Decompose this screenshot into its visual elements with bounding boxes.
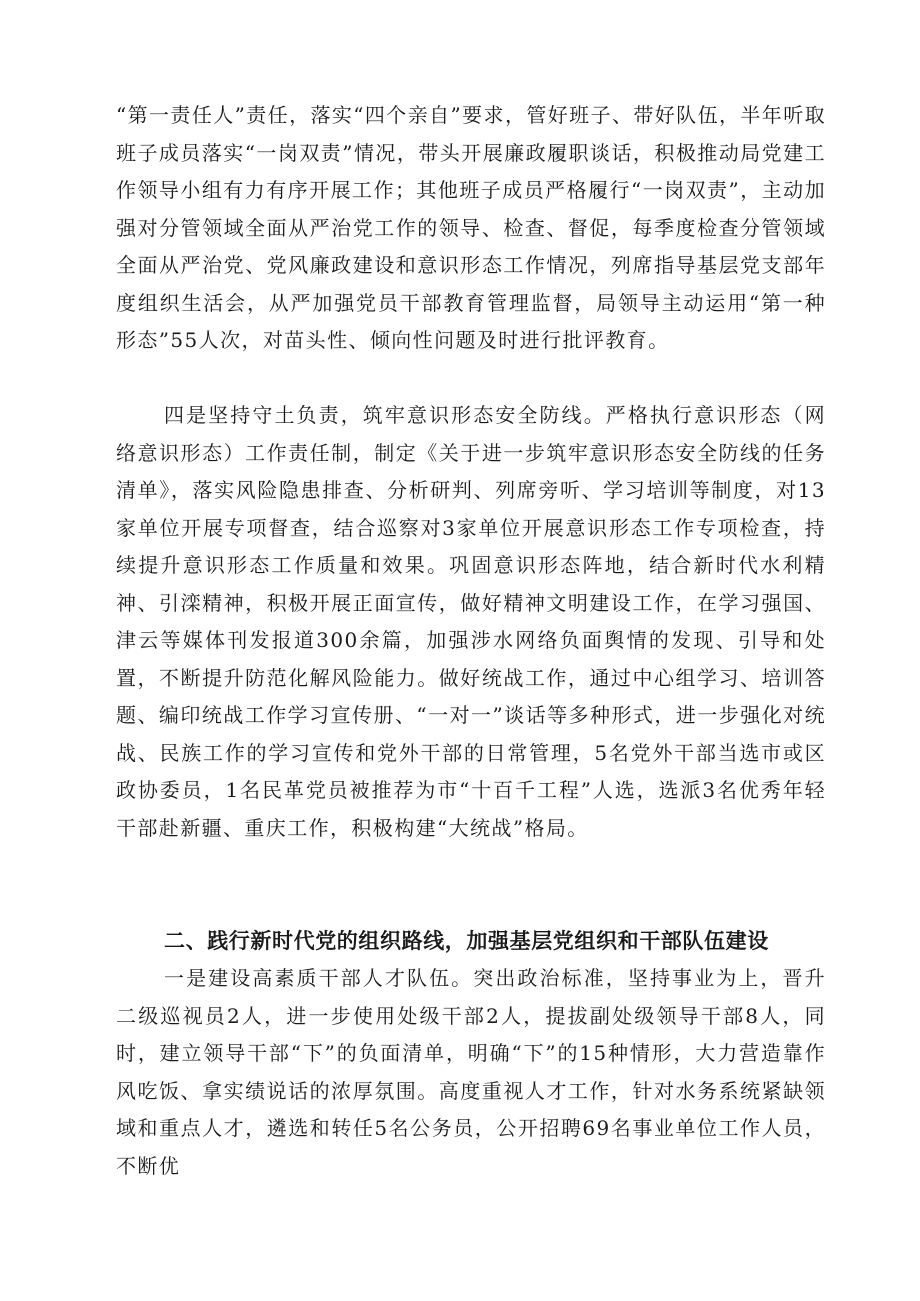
paragraph-cadre-team: 一是建设高素质干部人才队伍。突出政治标准，坚持事业为上，晋升二级巡视员2人，进一步使用处级干部2人，提拔副处级领导干部8人，同时，建立领导干部“下”的负面清单，明确“下”的15种情形，大力营造靠作风吃饭、拿实绩说话的浓厚氛围。高度重视人才工作，针对水务系统紧缺领域和重点人才，遴选和转任5名公务员，公开招聘69名事业单位工作人员，不断优 xyxy=(116,966,826,1178)
section-heading: 二、践行新时代党的组织路线，加强基层党组织和干部队伍建设 xyxy=(164,929,769,953)
paragraph-ideology-security: 四是坚持守土负责，筑牢意识形态安全防线。严格执行意识形态（网络意识形态）工作责任制，制定《关于进一步筑牢意识形态安全防线的任务清单》，落实风险隐患排查、分析研判、列席旁听、学习培训等制度，对13家单位开展专项督查，结合巡察对3家单位开展意识形态工作专项检查，持续提升意识形态工作质量和效果。巩固意识形态阵地，结合新时代水利精神、引滦精神，积极开展正面宣传，做好精神文明建设工作，在学习强国、津云等媒体刊发报道300余篇，加强涉水网络负面舆情的发现、引导和处置，不断提升防范化解风险能力。做好统战工作，通过中心组学习、培训答题、编印统战工作学习宣传册、“一对一”谈话等多种形式，进一步强化对统战、民族工作的学习宣传和党外干部的日常管理，5名党外干部当选市或区政协委员，1名民革党员被推荐为市“十百千工程”人选，选派3名优秀年轻干部赴新疆、重庆工作，积极构建“大统战”格局。 xyxy=(116,403,826,840)
paragraph-party-responsibility: “第一责任人”责任，落实“四个亲自”要求，管好班子、带好队伍，半年听取班子成员落实“一岗双责”情况，带头开展廉政履职谈话，积极推动局党建工作领导小组有力有序开展工作；其他班子成员严格履行“一岗双责”，主动加强对分管领域全面从严治党工作的领导、检查、督促，每季度检查分管领域全面从严治党、党风廉政建设和意识形态工作情况，列席指导基层党支部年度组织生活会，从严加强党员干部教育管理监督，局领导主动运用“第一种形态”55人次，对苗头性、倾向性问题及时进行批评教育。 xyxy=(116,103,826,352)
